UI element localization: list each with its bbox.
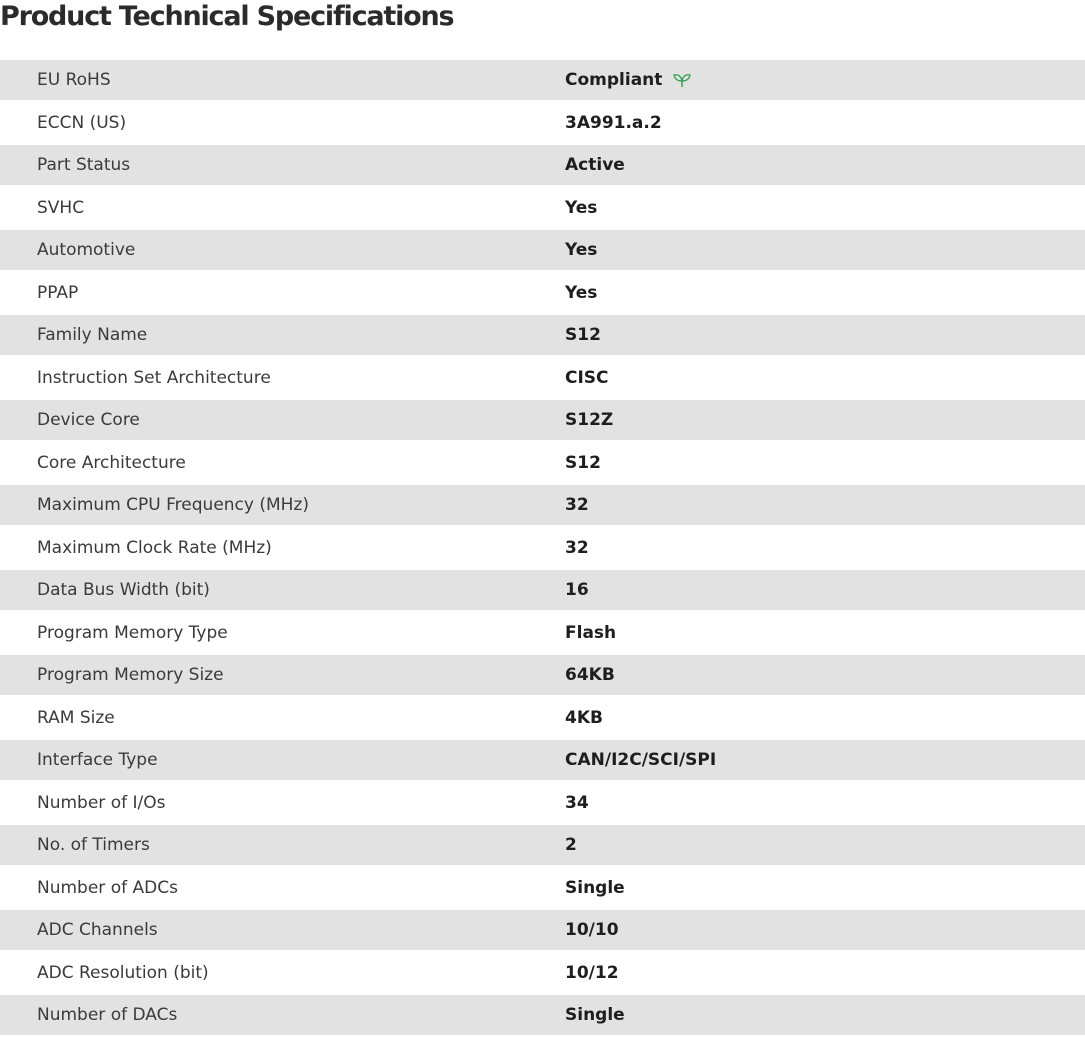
spec-label: ADC Channels bbox=[37, 920, 158, 940]
spec-label: RAM Size bbox=[37, 707, 115, 728]
spec-label: Number of I/Os bbox=[37, 792, 166, 813]
leaf-icon bbox=[672, 72, 692, 88]
spec-value: S12 bbox=[565, 325, 601, 345]
spec-label: Program Memory Type bbox=[37, 622, 228, 643]
spec-label: ECCN (US) bbox=[37, 112, 127, 133]
spec-row-part-status bbox=[0, 145, 1085, 185]
spec-value: Yes bbox=[565, 197, 598, 218]
spec-row-number-of-adcs bbox=[0, 865, 1085, 910]
spec-value: CISC bbox=[565, 367, 609, 388]
spec-label: SVHC bbox=[37, 197, 85, 218]
spec-row-automotive bbox=[0, 230, 1085, 270]
spec-value: S12 bbox=[565, 452, 601, 473]
spec-value: 10/10 bbox=[565, 920, 619, 940]
spec-value: Single bbox=[565, 1005, 625, 1025]
spec-value: 3A991.a.2 bbox=[565, 112, 662, 133]
spec-row-eccn bbox=[0, 100, 1085, 145]
spec-row-number-of-dacs bbox=[0, 995, 1085, 1035]
spec-label: Core Architecture bbox=[37, 452, 186, 473]
spec-table bbox=[0, 60, 1085, 1035]
spec-label: ADC Resolution (bit) bbox=[37, 962, 209, 983]
spec-row-family-name bbox=[0, 315, 1085, 355]
spec-row-adc-resolution bbox=[0, 950, 1085, 995]
spec-value: 10/12 bbox=[565, 962, 619, 983]
spec-row-ram-size bbox=[0, 695, 1085, 740]
spec-label: EU RoHS bbox=[37, 70, 111, 90]
spec-label: Number of DACs bbox=[37, 1005, 178, 1025]
spec-label: Family Name bbox=[37, 325, 148, 345]
spec-label: Program Memory Size bbox=[37, 665, 224, 685]
spec-row-isa bbox=[0, 355, 1085, 400]
spec-value: 32 bbox=[565, 495, 589, 515]
spec-value: Flash bbox=[565, 622, 617, 643]
spec-label: Automotive bbox=[37, 240, 136, 260]
spec-row-max-clock-rate bbox=[0, 525, 1085, 570]
spec-row-ppap bbox=[0, 270, 1085, 315]
spec-row-program-memory-size bbox=[0, 655, 1085, 695]
spec-row-device-core bbox=[0, 400, 1085, 440]
spec-value: CAN/I2C/SCI/SPI bbox=[565, 750, 717, 770]
spec-value: Yes bbox=[565, 240, 598, 260]
spec-value: 64KB bbox=[565, 665, 615, 685]
spec-value: Yes bbox=[565, 282, 598, 303]
spec-row-max-cpu-frequency bbox=[0, 485, 1085, 525]
spec-row-program-memory-type bbox=[0, 610, 1085, 655]
spec-value: Active bbox=[565, 155, 625, 175]
spec-row-interface-type bbox=[0, 740, 1085, 780]
spec-value-wrap bbox=[565, 70, 692, 90]
spec-row-adc-channels bbox=[0, 910, 1085, 950]
spec-row-svhc bbox=[0, 185, 1085, 230]
spec-label: Part Status bbox=[37, 155, 131, 175]
spec-label: Maximum Clock Rate (MHz) bbox=[37, 537, 272, 558]
spec-value: 32 bbox=[565, 537, 589, 558]
spec-value: 34 bbox=[565, 792, 589, 813]
spec-row-data-bus-width bbox=[0, 570, 1085, 610]
spec-value: 2 bbox=[565, 835, 577, 855]
spec-row-number-of-ios bbox=[0, 780, 1085, 825]
spec-label: Data Bus Width (bit) bbox=[37, 580, 210, 600]
page-title: Product Technical Specifications bbox=[0, 1, 454, 32]
spec-value: 4KB bbox=[565, 707, 603, 728]
spec-label: Interface Type bbox=[37, 750, 158, 770]
spec-value: S12Z bbox=[565, 410, 614, 430]
spec-label: Number of ADCs bbox=[37, 877, 178, 898]
spec-label: Maximum CPU Frequency (MHz) bbox=[37, 495, 309, 515]
spec-value: 16 bbox=[565, 580, 589, 600]
spec-value: Compliant bbox=[565, 70, 663, 90]
spec-label: Instruction Set Architecture bbox=[37, 367, 271, 388]
spec-row-number-of-timers bbox=[0, 825, 1085, 865]
spec-label: PPAP bbox=[37, 282, 79, 303]
spec-row-core-architecture bbox=[0, 440, 1085, 485]
spec-row-eu-rohs bbox=[0, 60, 1085, 100]
spec-label: Device Core bbox=[37, 410, 140, 430]
spec-label: No. of Timers bbox=[37, 835, 150, 855]
spec-value: Single bbox=[565, 877, 625, 898]
